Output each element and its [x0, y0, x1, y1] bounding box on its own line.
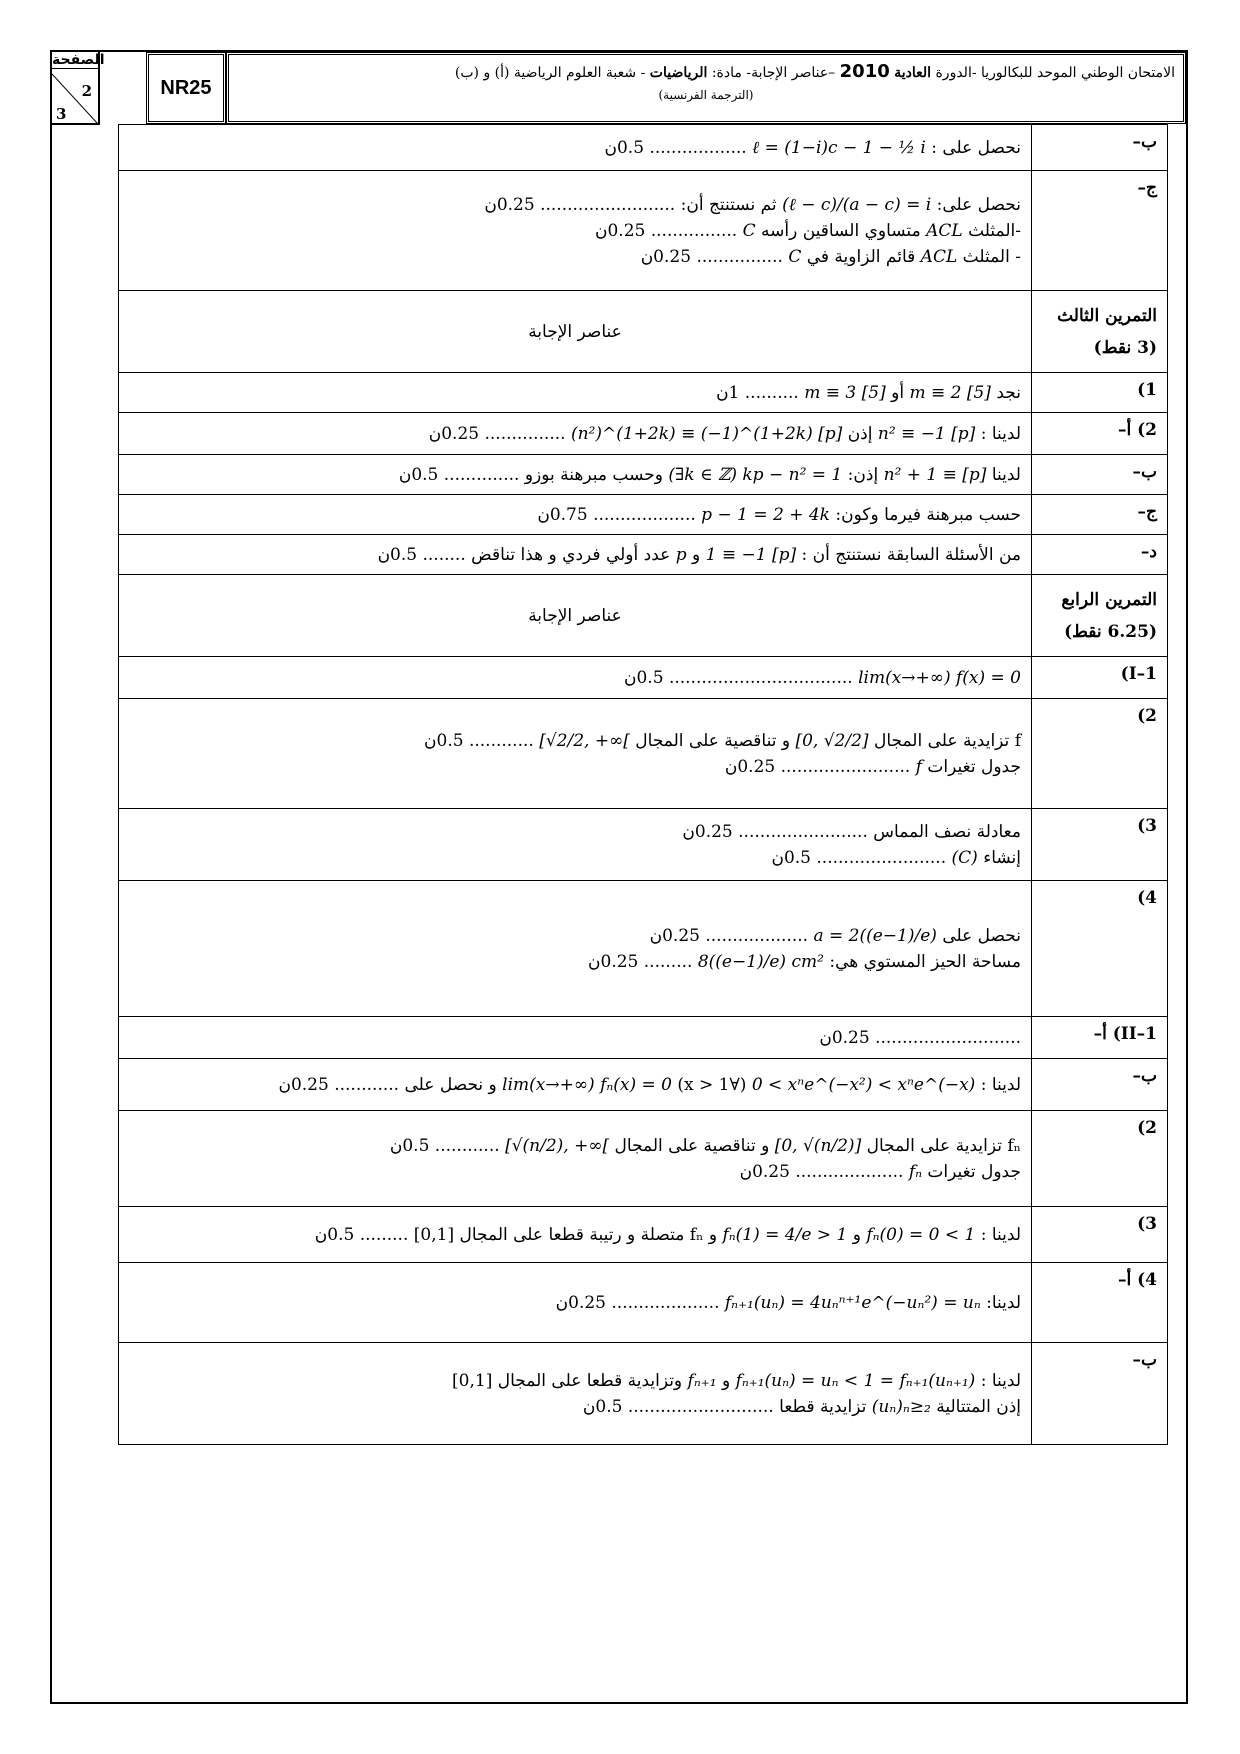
table-row: [119, 1111, 1168, 1207]
table-row: [119, 495, 1168, 535]
text-mid: تزايدية قطعا: [779, 1396, 867, 1417]
answer-line: [129, 949, 1021, 975]
leader-dots: ............: [334, 1074, 400, 1095]
points-value: 0.25ن: [428, 423, 480, 444]
points-value: 0.5ن: [398, 464, 439, 485]
table-row: [119, 171, 1168, 291]
page-total: 3: [56, 105, 67, 123]
formula-2: m ≡ 3 [5]: [804, 382, 886, 403]
question-label: ج–: [1032, 171, 1168, 291]
title-year: 2010: [839, 61, 890, 82]
points-value: 0.25ن: [819, 1027, 870, 1048]
leader-dots: ...........................: [627, 1396, 774, 1417]
points-value: 0.25ن: [594, 220, 646, 241]
answer-cell: [119, 171, 1032, 291]
exam-title: [226, 52, 1186, 124]
answer-cell: [119, 373, 1032, 413]
points-value: 0.25ن: [555, 1292, 606, 1313]
leader-dots: ............: [468, 730, 534, 751]
formula: m ≡ 2 [5]: [909, 382, 991, 403]
answer-line: [129, 192, 1021, 218]
points-value: 0.25ن: [649, 925, 700, 946]
formula: lim(x→+∞) f(x) = 0: [858, 667, 1021, 688]
text-lead: لدينا :: [980, 423, 1021, 444]
formula: ACL: [920, 246, 958, 267]
answer-cell: [119, 291, 1032, 373]
table-row: [119, 1207, 1168, 1263]
leader-dots: ........: [422, 544, 466, 565]
answer-cell: [119, 699, 1032, 809]
formula: (C): [951, 847, 978, 868]
table-row: [119, 809, 1168, 881]
answer-line: [129, 542, 1021, 568]
points-value: 0.25ن: [484, 194, 535, 215]
title-translation: (الترجمة الفرنسية): [658, 88, 754, 102]
question-label: ب–: [1032, 1343, 1168, 1445]
formula-2: lim(x→+∞) fₙ(x) = 0: [502, 1074, 672, 1095]
text-tail: و نحصل على: [404, 1074, 497, 1095]
text-lead: لدينا :: [980, 1370, 1021, 1391]
answer-cell: [119, 1263, 1032, 1343]
question-label: ب–: [1032, 455, 1168, 495]
section-title: عناصر الإجابة: [528, 321, 622, 342]
title-session: العادية: [894, 65, 932, 81]
answer-line: [129, 462, 1021, 488]
answer-line: [129, 380, 1021, 406]
formula-2: (∃k ∈ ℤ) kp − n² = 1: [668, 464, 843, 485]
text-lead: من الأسئلة السابقة نستنتج أن :: [801, 544, 1021, 565]
question-label: 2): [1032, 699, 1168, 809]
leader-dots: ................: [650, 220, 738, 241]
title-part3: - شعبة العلوم الرياضية (أ) و (ب): [454, 65, 646, 81]
text-tail: وحسب مبرهنة بوزو: [524, 464, 663, 485]
answer-line: [129, 845, 1021, 871]
text-mid: متساوي الساقين رأسه: [761, 220, 921, 241]
leader-dots: ........................: [816, 847, 947, 868]
answer-line: [129, 502, 1021, 528]
leader-dots: ...........................: [875, 1027, 1021, 1048]
text-lead: جدول تغيرات: [927, 1161, 1021, 1182]
title-part2: –عناصر الإجابة- مادة:: [711, 65, 836, 81]
text-tail: و fₙ متصلة و رتيبة قطعا على المجال [0,1]: [413, 1224, 718, 1245]
text-mid: أو: [891, 382, 905, 403]
formula: (uₙ)ₙ≥₂: [871, 1396, 931, 1417]
answer-cell: [119, 1111, 1032, 1207]
points-value: 0.5ن: [377, 544, 418, 565]
leader-dots: ..................: [649, 137, 747, 158]
question-label: د–: [1032, 535, 1168, 575]
formula: p − 1 = 2 + 4k: [701, 504, 830, 525]
answer-line: [129, 421, 1021, 447]
answer-line: [129, 1368, 1021, 1394]
answer-line: [129, 1133, 1021, 1159]
text-lead: حسب مبرهنة فيرما وكون:: [835, 504, 1021, 525]
answer-line: [129, 728, 1021, 754]
formula: 0 < xⁿe^(−x²) < xⁿe^(−x): [751, 1074, 976, 1095]
formula-2: [√2/2, +∞[: [539, 730, 630, 751]
formula: a = 2((e−1)/e): [813, 925, 937, 946]
text-lead: لدينا:: [986, 1292, 1021, 1313]
leader-dots: ...................: [593, 504, 696, 525]
formula: fₙ(0) = 0 < 1: [866, 1224, 976, 1245]
answer-line: [129, 1290, 1021, 1316]
points-value: 0.5ن: [771, 847, 811, 868]
leader-dots: ....................: [611, 1292, 720, 1313]
answer-line: [129, 1025, 1021, 1051]
text-tail: عدد أولي فردي و هذا تناقض: [471, 544, 671, 565]
text-mid: إذن: [847, 423, 873, 444]
formula-2: [√(n/2), +∞[: [505, 1135, 610, 1156]
section-title: عناصر الإجابة: [528, 605, 622, 626]
formula: [0, √(n/2)]: [774, 1135, 862, 1156]
question-label: 4) أ–: [1032, 1263, 1168, 1343]
text-lead: لدينا :: [980, 1074, 1021, 1095]
leader-dots: .........: [359, 1224, 409, 1245]
formula-2: (n²)^(1+2k) ≡ (−1)^(1+2k) [p]: [570, 423, 843, 444]
text-lead: - المثلث: [962, 246, 1021, 267]
formula: 1 ≡ −1 [p]: [705, 544, 797, 565]
table-row: [119, 1263, 1168, 1343]
answer-line: [129, 665, 1021, 691]
page-label: الصفحة: [52, 52, 105, 68]
text-lead: لدينا :: [980, 1224, 1021, 1245]
leader-dots: ........................: [738, 821, 868, 842]
answer-line: [129, 244, 1021, 270]
leader-dots: ........................: [780, 756, 911, 777]
points-value: 0.25ن: [724, 756, 776, 777]
text-mid: إذن:: [847, 464, 879, 485]
leader-dots: ....................: [795, 1161, 904, 1182]
leader-dots: ..........: [744, 382, 799, 403]
points-value: 1ن: [716, 382, 740, 403]
text-lead: -المثلث: [968, 220, 1021, 241]
answer-cell: [119, 495, 1032, 535]
leader-dots: .........: [643, 951, 693, 972]
question-label: II–1) أ–: [1032, 1017, 1168, 1059]
points-value: 0.25ن: [640, 246, 692, 267]
table-row: [119, 657, 1168, 699]
table-row: [119, 455, 1168, 495]
formula-2: fₙ(1) = 4/e > 1: [722, 1224, 848, 1245]
answer-cell: [119, 1343, 1032, 1445]
text-lead: إنشاء: [983, 847, 1021, 868]
title-part1: الامتحان الوطني الموحد للبكالوريا -الدورة: [935, 65, 1175, 81]
answer-line: [129, 1222, 1021, 1248]
table-row: [119, 291, 1168, 373]
text-mid: و: [852, 1224, 861, 1245]
exam-code: NR25: [146, 52, 226, 124]
answer-cell: [119, 125, 1032, 171]
question-label: 2) أ–: [1032, 413, 1168, 455]
text-lead: إذن المتتالية: [936, 1396, 1021, 1417]
answer-cell: [119, 881, 1032, 1017]
formula-2: C: [788, 246, 802, 267]
text-lead: نحصل على: [942, 925, 1021, 946]
formula: n² + 1 ≡ [p]: [883, 464, 987, 485]
points-value: 0.5ن: [389, 1135, 430, 1156]
leader-dots: .........................: [540, 194, 676, 215]
points-value: 0.25ن: [588, 951, 639, 972]
text-lead: لدينا: [991, 464, 1021, 485]
formula-2: fₙ₊₁: [687, 1370, 717, 1391]
points-value: 0.5ن: [314, 1224, 355, 1245]
table-row: [119, 125, 1168, 171]
answer-line: [129, 1394, 1021, 1420]
text-lead: fₙ تزايدية على المجال: [866, 1135, 1021, 1156]
text-lead: معادلة نصف المماس: [873, 821, 1021, 842]
points-value: 0.25ن: [278, 1074, 329, 1095]
question-label: ب–: [1032, 1059, 1168, 1111]
points-value: 0.25ن: [682, 821, 733, 842]
answer-line: [129, 218, 1021, 244]
question-label: التمرين الرابع (6.25 نقط): [1032, 575, 1168, 657]
text-lead: f تزايدية على المجال: [873, 730, 1021, 751]
leader-dots: ..............: [443, 464, 520, 485]
text-lead: نجد: [996, 382, 1021, 403]
points-value: 0.5ن: [582, 1396, 623, 1417]
table-row: [119, 535, 1168, 575]
formula-2: C: [742, 220, 756, 241]
leader-dots: ..................................: [668, 667, 853, 688]
text-lead: نحصل على :: [931, 137, 1021, 158]
answer-cell: [119, 1207, 1032, 1263]
page-current: 2: [81, 82, 92, 100]
question-label: ب–: [1032, 125, 1168, 171]
leader-dots: ............: [434, 1135, 500, 1156]
question-label: 3): [1032, 1207, 1168, 1263]
table-row: [119, 699, 1168, 809]
points-value: 0.5ن: [604, 137, 645, 158]
answer-cell: [119, 809, 1032, 881]
formula: ACL: [926, 220, 963, 241]
formula: fₙ₊₁(uₙ) = uₙ < 1 = fₙ₊₁(uₙ₊₁): [735, 1370, 976, 1391]
points-value: 0.25ن: [739, 1161, 790, 1182]
text-lead: نحصل على:: [936, 194, 1021, 215]
table-row: [119, 881, 1168, 1017]
points-value: 0.5ن: [624, 667, 664, 688]
answer-line: [129, 923, 1021, 949]
formula: (ℓ − c)/(a − c) = i: [782, 194, 932, 215]
points-value: 0.5ن: [424, 730, 464, 751]
text-mid: (∀x > 1): [677, 1074, 747, 1095]
leader-dots: ................: [696, 246, 783, 267]
page-number-box: [50, 50, 105, 125]
formula: fₙ: [908, 1161, 923, 1182]
answer-line: [129, 1072, 1021, 1098]
formula: ℓ = (1−i)c − 1 − ½ i: [752, 137, 926, 158]
question-label: ج–: [1032, 495, 1168, 535]
answer-cell: [119, 535, 1032, 575]
table-row: [119, 413, 1168, 455]
text-lead: مساحة الحيز المستوي هي:: [829, 951, 1021, 972]
question-label: 2): [1032, 1111, 1168, 1207]
leader-dots: ...................: [705, 925, 809, 946]
table-row: [119, 1017, 1168, 1059]
table-row: [119, 373, 1168, 413]
text-tail: ثم نستنتج أن:: [680, 194, 777, 215]
formula: f: [915, 756, 923, 777]
answer-line: [129, 819, 1021, 845]
answer-table: [118, 124, 1168, 1445]
question-label: 4): [1032, 881, 1168, 1017]
table-row: [119, 575, 1168, 657]
text-mid: قائم الزاوية في: [806, 246, 916, 267]
text-mid: و تناقصية على المجال: [614, 1135, 770, 1156]
formula: 8((e−1)/e) cm²: [697, 951, 824, 972]
question-label: 3): [1032, 809, 1168, 881]
title-subject: الرياضيات: [649, 65, 708, 81]
answer-line: [129, 754, 1021, 780]
answer-cell: [119, 1017, 1032, 1059]
answer-cell: [119, 575, 1032, 657]
answer-cell: [119, 657, 1032, 699]
formula: [0, √2/2]: [795, 730, 869, 751]
table-row: [119, 1343, 1168, 1445]
answer-cell: [119, 413, 1032, 455]
answer-line: [129, 135, 1021, 161]
answer-line: [129, 1159, 1021, 1185]
question-label: 1): [1032, 373, 1168, 413]
text-mid: و: [691, 544, 701, 565]
formula: n² ≡ −1 [p]: [877, 423, 976, 444]
leader-dots: ...............: [484, 423, 566, 444]
text-lead: جدول تغيرات: [927, 756, 1021, 777]
formula-2: p: [675, 544, 687, 565]
points-value: 0.75ن: [537, 504, 588, 525]
answer-cell: [119, 455, 1032, 495]
answer-cell: [119, 1059, 1032, 1111]
text-tail: وتزايدية قطعا على المجال [0,1]: [452, 1370, 683, 1391]
text-mid: و: [721, 1370, 731, 1391]
question-label: I–1): [1032, 657, 1168, 699]
table-row: [119, 1059, 1168, 1111]
text-mid: و تناقصية على المجال: [635, 730, 791, 751]
formula: fₙ₊₁(uₙ) = 4uₙⁿ⁺¹e^(−uₙ²) = uₙ: [724, 1292, 981, 1313]
question-label: التمرين الثالث (3 نقط): [1032, 291, 1168, 373]
